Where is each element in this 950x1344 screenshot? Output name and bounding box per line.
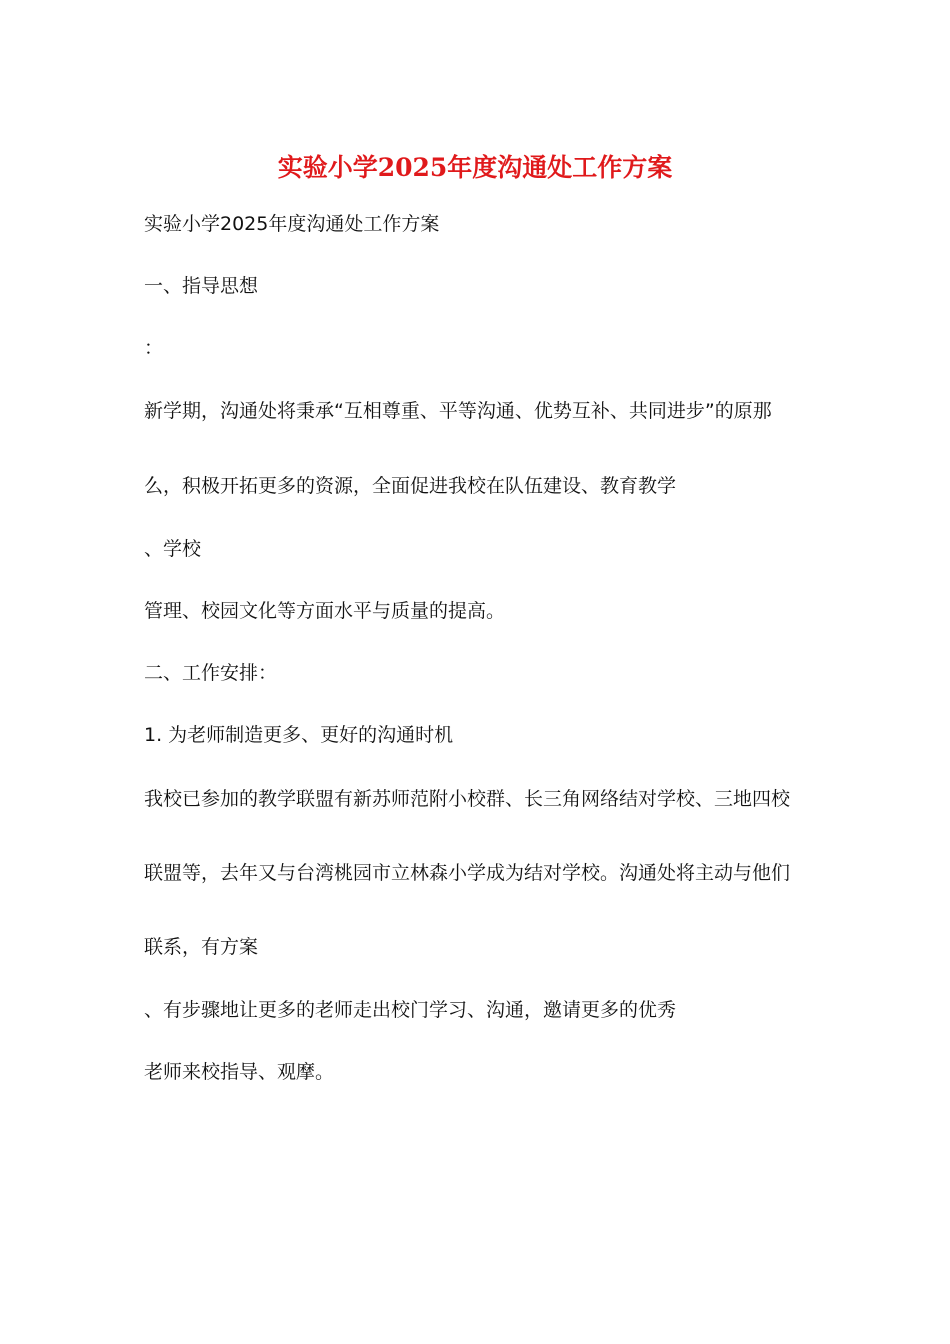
body-line-paragraph-2d: 、有步骤地让更多的老师走出校门学习、沟通，邀请更多的优秀	[144, 999, 677, 1021]
body-line-subtitle: 实验小学2025年度沟通处工作方案	[144, 213, 440, 235]
body-line-paragraph-2b: 联盟等，去年又与台湾桃园市立林森小学成为结对学校。沟通处将主动与他们	[144, 862, 791, 884]
body-line-paragraph-1a: 新学期，沟通处将秉承“互相尊重、平等沟通、优势互补、共同进步”的原那	[144, 400, 772, 422]
subheading-item-1: 1. 为老师制造更多、更好的沟通时机	[144, 724, 454, 746]
body-line-paragraph-1b: 么，积极开拓更多的资源，全面促进我校在队伍建设、教育教学	[144, 475, 677, 497]
body-line-paragraph-2e: 老师来校指导、观摩。	[144, 1061, 335, 1083]
body-line-paragraph-2a: 我校已参加的教学联盟有新苏师范附小校群、长三角网络结对学校、三地四校	[144, 788, 791, 810]
body-line-paragraph-2c: 联系，有方案	[144, 936, 259, 958]
section-heading-guiding-thought: 一、指导思想	[144, 275, 259, 297]
document-title: 实验小学2025年度沟通处工作方案	[277, 153, 673, 182]
body-line-colon: ：	[144, 337, 164, 359]
body-line-paragraph-1c: 、学校	[144, 538, 202, 560]
body-line-paragraph-1d: 管理、校园文化等方面水平与质量的提高。	[144, 600, 506, 622]
section-heading-work-plan: 二、工作安排：	[144, 662, 278, 684]
